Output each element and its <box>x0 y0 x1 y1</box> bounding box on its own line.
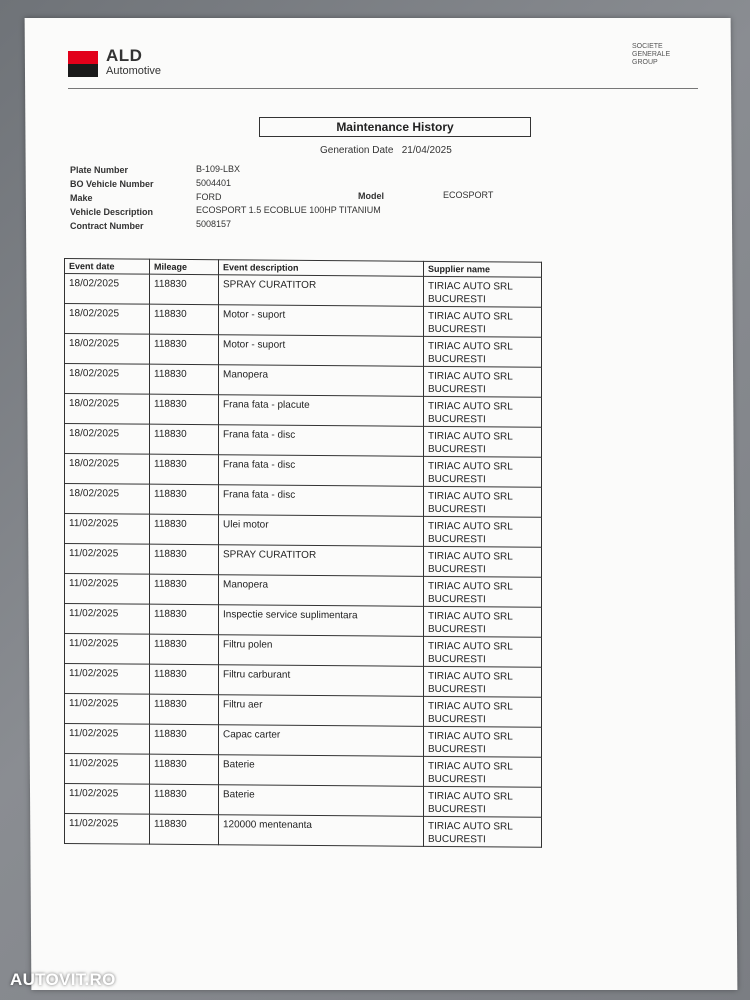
supplier-name: TIRIAC AUTO SRL <box>428 730 513 743</box>
supplier-city: BUCURESTI <box>428 593 486 606</box>
table-row <box>65 754 542 788</box>
event-date-cell: 18/02/2025 <box>65 484 150 515</box>
event-description-cell: Baterie <box>219 785 424 817</box>
supplier-city: BUCURESTI <box>428 503 486 516</box>
table-row <box>65 364 542 398</box>
plate-value: B-109-LBX <box>196 164 241 174</box>
mileage-cell: 118830 <box>150 484 219 515</box>
mileage-cell: 118830 <box>150 604 219 635</box>
event-description-cell: 120000 mentenanta <box>219 815 424 847</box>
description-label: Vehicle Description <box>70 207 154 217</box>
event-date-cell: 18/02/2025 <box>65 274 150 305</box>
event-description-cell: Inspectie service suplimentara <box>219 605 424 637</box>
mileage-cell: 118830 <box>150 334 219 365</box>
supplier-name: TIRIAC AUTO SRL <box>428 550 513 563</box>
supplier-name: TIRIAC AUTO SRL <box>428 640 513 653</box>
mileage-cell: 118830 <box>150 694 219 725</box>
supplier-cell <box>424 756 542 787</box>
supplier-cell <box>424 546 542 577</box>
supplier-name: TIRIAC AUTO SRL <box>428 400 513 413</box>
table-row <box>65 664 542 698</box>
table-row <box>65 544 542 578</box>
mileage-cell: 118830 <box>150 724 219 755</box>
supplier-city: BUCURESTI <box>428 563 486 576</box>
supplier-cell <box>424 636 542 667</box>
event-description-cell: SPRAY CURATITOR <box>219 545 424 577</box>
contract-value: 5008157 <box>196 219 232 229</box>
supplier-city: BUCURESTI <box>428 293 486 306</box>
header-event-date: Event date <box>65 259 150 275</box>
supplier-cell <box>424 366 542 397</box>
maintenance-table <box>64 258 542 848</box>
event-date-cell: 11/02/2025 <box>65 694 150 725</box>
supplier-city: BUCURESTI <box>428 713 486 726</box>
model-value: ECOSPORT <box>443 190 494 200</box>
event-date-cell: 11/02/2025 <box>65 754 150 785</box>
supplier-name: TIRIAC AUTO SRL <box>428 430 513 443</box>
mileage-cell: 118830 <box>150 784 219 815</box>
table-row <box>65 724 542 758</box>
event-date-cell: 18/02/2025 <box>65 454 150 485</box>
event-date-cell: 11/02/2025 <box>65 634 150 665</box>
table-row <box>65 334 542 368</box>
supplier-city: BUCURESTI <box>428 383 486 396</box>
plate-label: Plate Number <box>70 165 129 175</box>
header-mileage: Mileage <box>150 259 219 275</box>
supplier-name: TIRIAC AUTO SRL <box>428 670 513 683</box>
brand-subtitle: Automotive <box>106 65 162 77</box>
event-description-cell: Filtru aer <box>219 695 424 727</box>
event-description-cell: Manopera <box>219 575 424 607</box>
event-date-cell: 11/02/2025 <box>65 514 150 545</box>
document-title: Maintenance History <box>259 117 531 137</box>
group-line-1: SOCIETE <box>632 43 663 50</box>
make-value: FORD <box>196 192 222 202</box>
supplier-name: TIRIAC AUTO SRL <box>428 460 513 473</box>
mileage-cell: 118830 <box>150 634 219 665</box>
brand-name: ALD <box>106 46 143 65</box>
table-row <box>65 574 542 608</box>
generation-date <box>320 145 452 156</box>
supplier-city: BUCURESTI <box>428 653 486 666</box>
supplier-cell <box>424 516 542 547</box>
watermark: AUTOVIT.RO <box>10 970 116 989</box>
supplier-cell <box>424 276 542 307</box>
supplier-city: BUCURESTI <box>428 743 486 756</box>
header-supplier-name: Supplier name <box>424 261 542 277</box>
table-row <box>65 784 542 818</box>
supplier-name: TIRIAC AUTO SRL <box>428 700 513 713</box>
ald-logo-icon <box>68 51 98 77</box>
supplier-cell <box>424 816 542 847</box>
generation-value: 21/04/2025 <box>401 145 452 156</box>
table-row <box>65 394 542 428</box>
mileage-cell: 118830 <box>150 304 219 335</box>
event-description-cell: Manopera <box>219 365 424 397</box>
table-row <box>65 814 542 848</box>
event-date-cell: 11/02/2025 <box>65 814 150 845</box>
supplier-name: TIRIAC AUTO SRL <box>428 520 513 533</box>
event-date-cell: 18/02/2025 <box>65 364 150 395</box>
table-row <box>65 694 542 728</box>
mileage-cell: 118830 <box>150 754 219 785</box>
event-description-cell: Filtru carburant <box>219 665 424 697</box>
mileage-cell: 118830 <box>150 394 219 425</box>
generation-label: Generation Date <box>320 145 394 156</box>
event-description-cell: Filtru polen <box>219 635 424 667</box>
supplier-cell <box>424 696 542 727</box>
supplier-name: TIRIAC AUTO SRL <box>428 280 513 293</box>
group-line-2: GENERALE <box>632 51 671 58</box>
supplier-city: BUCURESTI <box>428 533 486 546</box>
header-divider <box>68 88 698 89</box>
event-date-cell: 18/02/2025 <box>65 334 150 365</box>
mileage-cell: 118830 <box>150 544 219 575</box>
description-value: ECOSPORT 1.5 ECOBLUE 100HP TITANIUM <box>196 205 381 215</box>
table-row <box>65 424 542 458</box>
supplier-cell <box>424 396 542 427</box>
supplier-city: BUCURESTI <box>428 803 486 816</box>
event-date-cell: 11/02/2025 <box>65 784 150 815</box>
supplier-city: BUCURESTI <box>428 353 486 366</box>
mileage-cell: 118830 <box>150 454 219 485</box>
supplier-name: TIRIAC AUTO SRL <box>428 310 513 323</box>
supplier-cell <box>424 786 542 817</box>
supplier-city: BUCURESTI <box>428 443 486 456</box>
mileage-cell: 118830 <box>150 424 219 455</box>
table-row <box>65 274 542 308</box>
supplier-city: BUCURESTI <box>428 323 486 336</box>
supplier-name: TIRIAC AUTO SRL <box>428 580 513 593</box>
mileage-cell: 118830 <box>150 274 219 305</box>
supplier-name: TIRIAC AUTO SRL <box>428 790 513 803</box>
supplier-city: BUCURESTI <box>428 773 486 786</box>
event-description-cell: Frana fata - placute <box>219 395 424 427</box>
table-row <box>65 514 542 548</box>
event-description-cell: Baterie <box>219 755 424 787</box>
event-date-cell: 11/02/2025 <box>65 664 150 695</box>
event-date-cell: 18/02/2025 <box>65 424 150 455</box>
supplier-name: TIRIAC AUTO SRL <box>428 490 513 503</box>
supplier-name: TIRIAC AUTO SRL <box>428 820 513 833</box>
mileage-cell: 118830 <box>150 574 219 605</box>
event-date-cell: 18/02/2025 <box>65 304 150 335</box>
supplier-name: TIRIAC AUTO SRL <box>428 610 513 623</box>
group-line-3: GROUP <box>632 59 658 66</box>
supplier-city: BUCURESTI <box>428 833 486 846</box>
event-date-cell: 11/02/2025 <box>65 544 150 575</box>
model-label: Model <box>358 191 384 201</box>
supplier-cell <box>424 606 542 637</box>
event-date-cell: 11/02/2025 <box>65 724 150 755</box>
supplier-cell <box>424 456 542 487</box>
supplier-name: TIRIAC AUTO SRL <box>428 760 513 773</box>
supplier-city: BUCURESTI <box>428 623 486 636</box>
supplier-name: TIRIAC AUTO SRL <box>428 340 513 353</box>
bo-value: 5004401 <box>196 178 232 188</box>
event-description-cell: Frana fata - disc <box>219 455 424 487</box>
header-event-description: Event description <box>219 260 424 277</box>
mileage-cell: 118830 <box>150 514 219 545</box>
supplier-cell <box>424 666 542 697</box>
event-description-cell: Capac carter <box>219 725 424 757</box>
event-date-cell: 18/02/2025 <box>65 394 150 425</box>
supplier-cell <box>424 306 542 337</box>
contract-label: Contract Number <box>70 221 144 231</box>
make-label: Make <box>70 193 93 203</box>
table-row <box>65 604 542 638</box>
supplier-city: BUCURESTI <box>428 473 486 486</box>
supplier-cell <box>424 486 542 517</box>
table-row <box>65 634 542 668</box>
event-description-cell: Motor - suport <box>219 335 424 367</box>
supplier-cell <box>424 336 542 367</box>
event-description-cell: Ulei motor <box>219 515 424 547</box>
supplier-cell <box>424 576 542 607</box>
table-row <box>65 454 542 488</box>
event-description-cell: Frana fata - disc <box>219 485 424 517</box>
event-description-cell: Frana fata - disc <box>219 425 424 457</box>
event-date-cell: 11/02/2025 <box>65 604 150 635</box>
table-row <box>65 484 542 518</box>
group-logo <box>632 43 670 67</box>
supplier-city: BUCURESTI <box>428 413 486 426</box>
bo-label: BO Vehicle Number <box>70 179 154 189</box>
mileage-cell: 118830 <box>150 664 219 695</box>
mileage-cell: 118830 <box>150 364 219 395</box>
supplier-cell <box>424 426 542 457</box>
table-row <box>65 304 542 338</box>
event-description-cell: SPRAY CURATITOR <box>219 275 424 307</box>
event-description-cell: Motor - suport <box>219 305 424 337</box>
supplier-city: BUCURESTI <box>428 683 486 696</box>
event-date-cell: 11/02/2025 <box>65 574 150 605</box>
supplier-name: TIRIAC AUTO SRL <box>428 370 513 383</box>
supplier-cell <box>424 726 542 757</box>
mileage-cell: 118830 <box>150 814 219 845</box>
